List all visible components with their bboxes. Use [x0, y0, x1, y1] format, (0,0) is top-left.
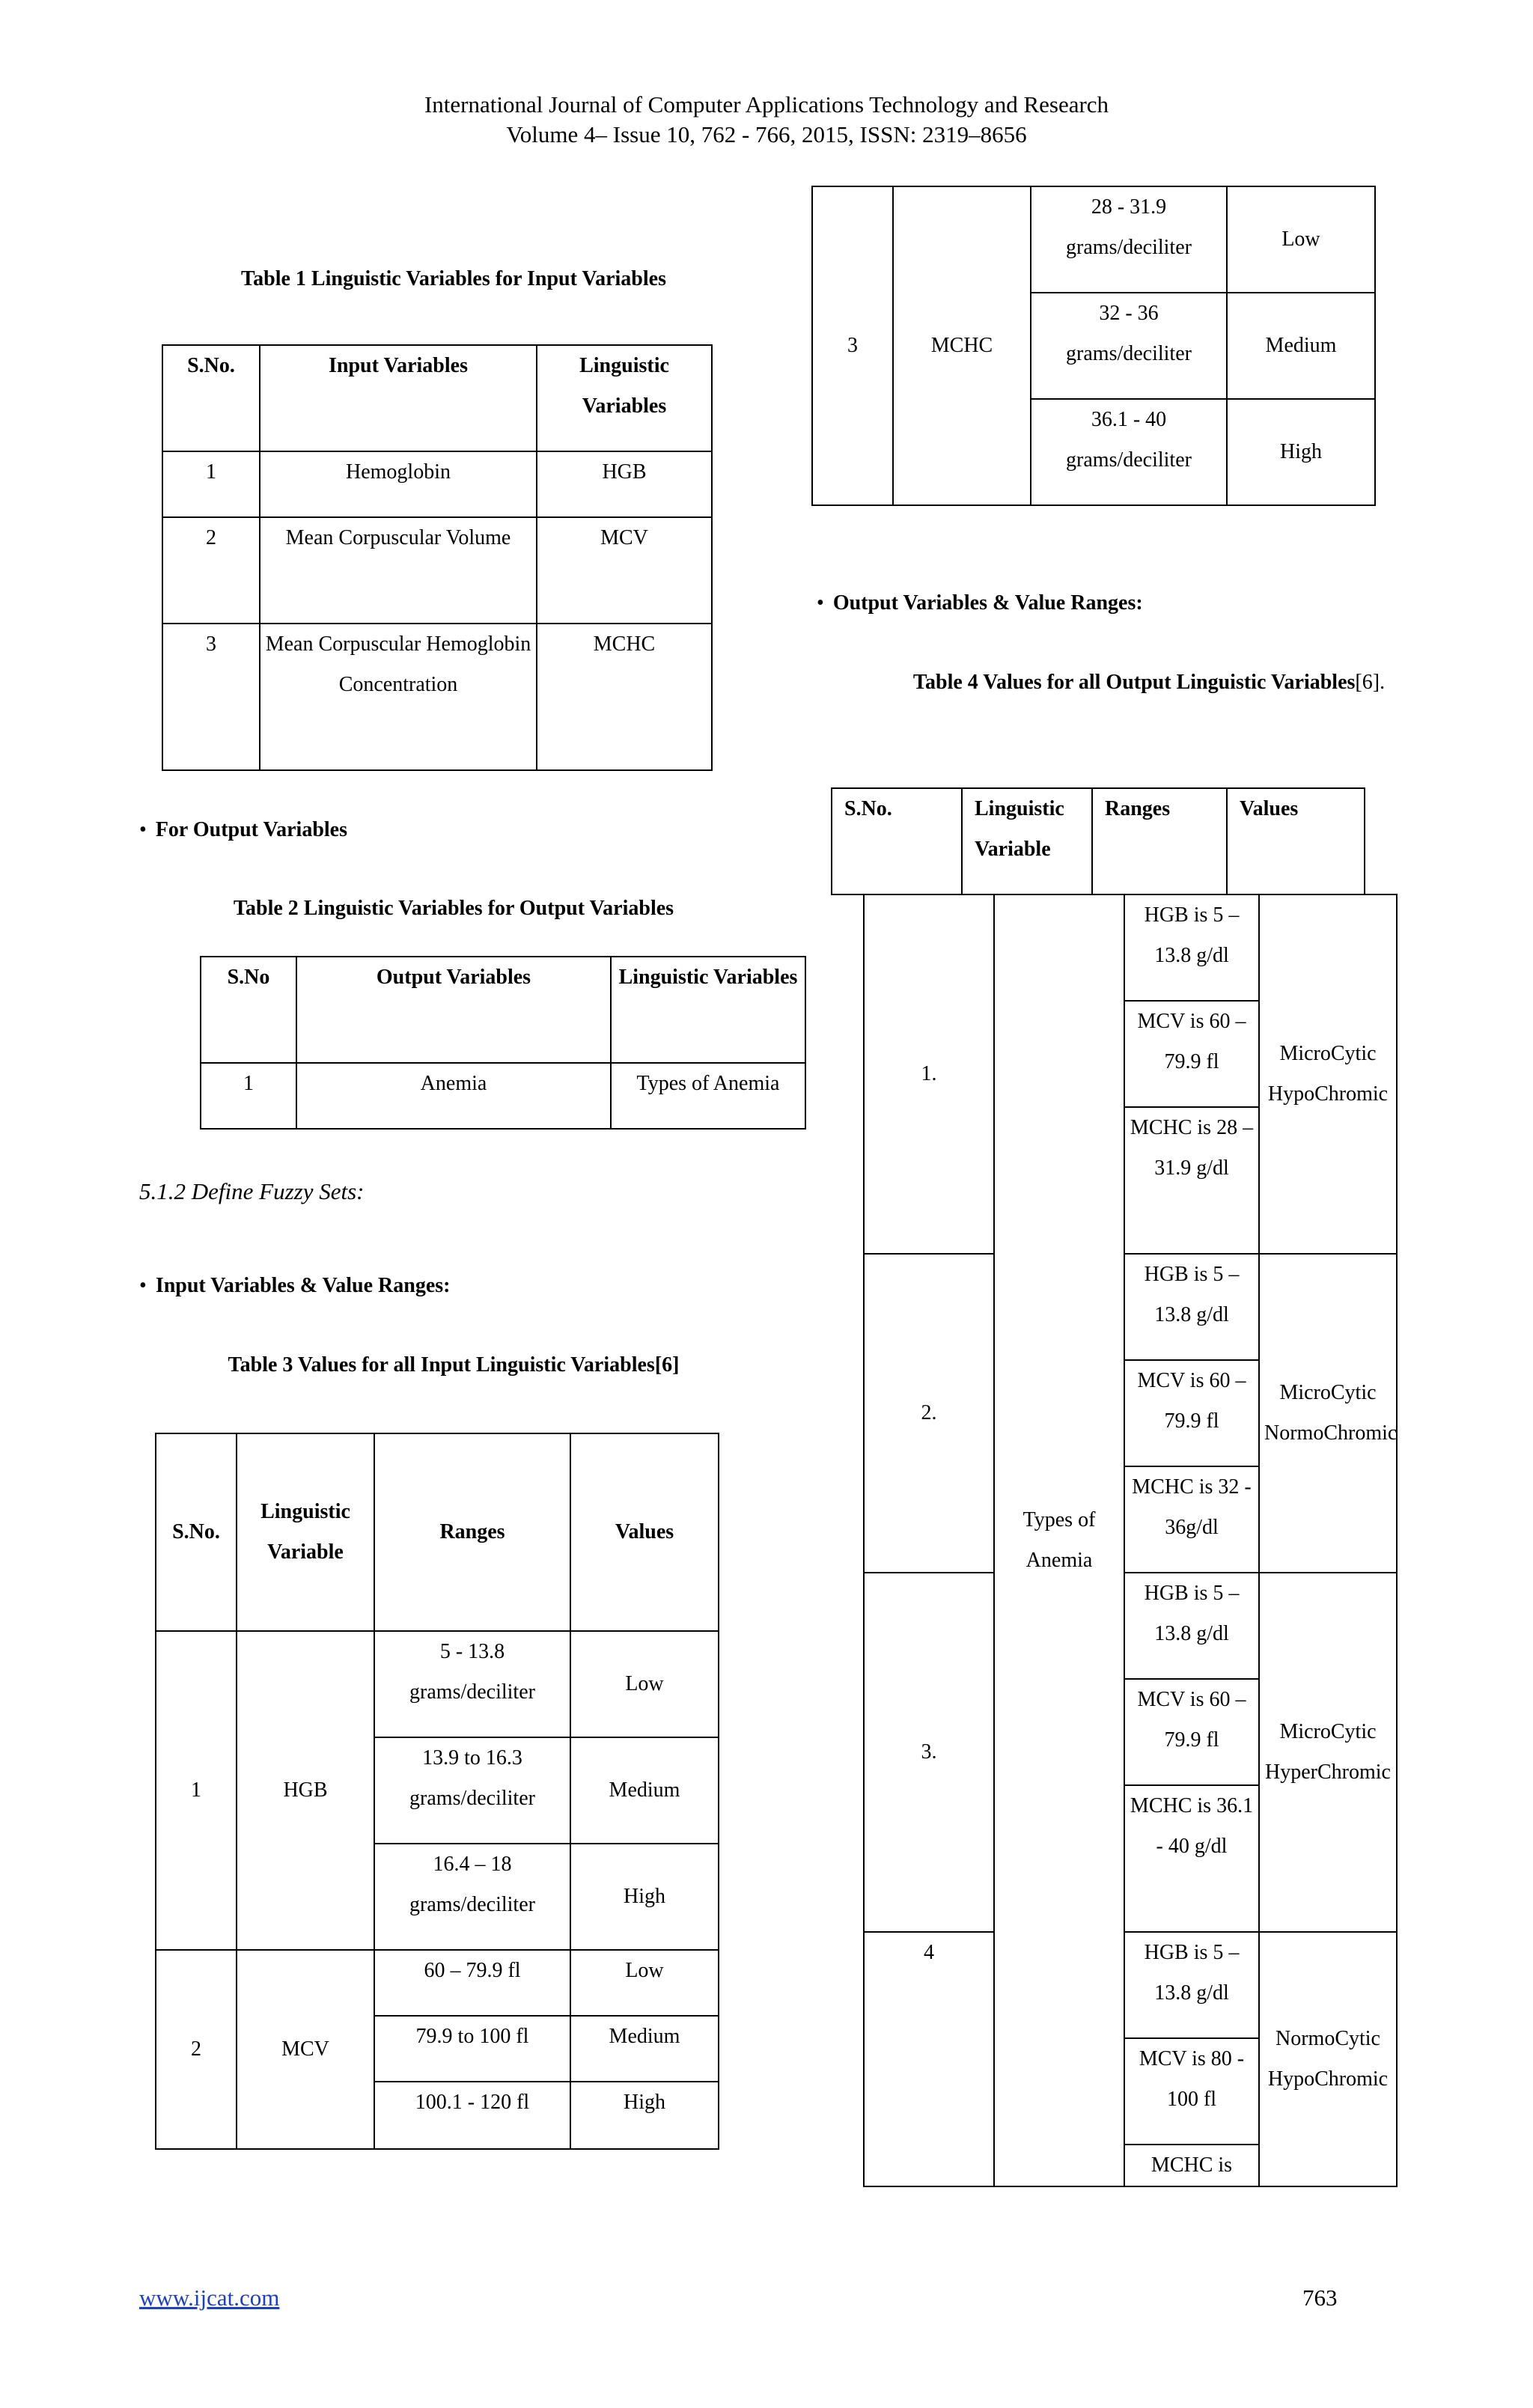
table4-range: MCV is 60 – 79.9 fl	[1124, 1679, 1259, 1785]
table2-cell: 1	[201, 1063, 296, 1129]
table-row	[864, 1573, 1397, 1679]
table4-header-sno: S.No.	[832, 788, 962, 894]
table2-header-output: Output Variables	[296, 957, 611, 1063]
table1-cell: Mean Corpuscular Hemoglobin Concentration	[260, 624, 537, 770]
table-row	[162, 517, 712, 624]
table-row	[156, 1950, 719, 2016]
bullet-output-ranges	[817, 590, 1143, 617]
table2-caption: Table 2 Linguistic Variables for Output Variables	[233, 897, 674, 920]
bullet-icon: •	[817, 591, 824, 615]
table3-value: High	[570, 1844, 719, 1950]
table3-part2	[811, 186, 1376, 506]
table4-caption-ref: [6].	[1355, 671, 1386, 694]
table3-range: 100.1 - 120 fl	[374, 2082, 570, 2149]
table1-cell: HGB	[537, 451, 712, 517]
journal-volume: Volume 4– Issue 10, 762 - 766, 2015, ISSN: 2319–8656	[506, 121, 1027, 147]
table-row	[864, 1932, 1397, 2038]
table3-sno: 2	[156, 1950, 237, 2149]
page-number: 763	[1302, 2284, 1338, 2311]
table3-range: 16.4 – 18 grams/deciliter	[374, 1844, 570, 1950]
table4-header-variable: Linguistic Variable	[962, 788, 1092, 894]
section-heading: 5.1.2 Define Fuzzy Sets:	[139, 1178, 365, 1204]
table3-part1	[155, 1433, 719, 2150]
bullet-text: Input Variables & Value Ranges:	[155, 1274, 451, 1297]
table1-caption: Table 1 Linguistic Variables for Input Variables	[241, 267, 666, 290]
table1	[162, 344, 713, 771]
bullet-input-ranges	[139, 1272, 450, 1299]
table2-cell: Types of Anemia	[611, 1063, 805, 1129]
table1-header-sno: S.No.	[162, 345, 260, 451]
table4-range: MCHC is 36.1 - 40 g/dl	[1124, 1785, 1259, 1932]
table4-range: MCHC is 28 – 31.9 g/dl	[1124, 1107, 1259, 1254]
table-row	[864, 1254, 1397, 1360]
table3-range: 5 - 13.8 grams/deciliter	[374, 1631, 570, 1737]
table2-cell: Anemia	[296, 1063, 611, 1129]
bullet-icon: •	[139, 1274, 147, 1297]
table4-range: HGB is 5 – 13.8 g/dl	[1124, 1254, 1259, 1360]
table3-value: High	[570, 2082, 719, 2149]
table3-range: 32 - 36 grams/deciliter	[1031, 293, 1227, 399]
table4-range: HGB is 5 – 13.8 g/dl	[1124, 1932, 1259, 2038]
bullet-text: For Output Variables	[155, 818, 348, 841]
table3-variable: MCV	[237, 1950, 374, 2149]
table4-range: MCV is 80 - 100 fl	[1124, 2038, 1259, 2145]
table4-range: HGB is 5 – 13.8 g/dl	[1124, 1573, 1259, 1679]
table4-sno: 4	[864, 1932, 994, 2186]
table4-range: MCHC is	[1124, 2145, 1259, 2186]
table4-range: HGB is 5 – 13.8 g/dl	[1124, 894, 1259, 1001]
table3-range: 13.9 to 16.3 grams/deciliter	[374, 1737, 570, 1844]
bullet-output-variables	[139, 817, 347, 844]
table4-range: MCV is 60 – 79.9 fl	[1124, 1360, 1259, 1466]
table4-caption	[876, 663, 1422, 702]
table4-variable: Types of Anemia	[994, 894, 1124, 2186]
table3-caption: Table 3 Values for all Input Linguistic Variables[6]	[228, 1353, 680, 1377]
table1-cell: MCHC	[537, 624, 712, 770]
table3-range: 28 - 31.9 grams/deciliter	[1031, 186, 1227, 293]
table2	[200, 956, 806, 1130]
table1-cell: Hemoglobin	[260, 451, 537, 517]
table3-value: Medium	[570, 2016, 719, 2082]
table3-range: 60 – 79.9 fl	[374, 1950, 570, 2016]
table1-header-linguistic: Linguistic Variables	[537, 345, 712, 451]
table4-sno: 3.	[864, 1573, 994, 1932]
table3-header-sno: S.No.	[156, 1433, 237, 1631]
table1-cell: 1	[162, 451, 260, 517]
table-row	[201, 1063, 805, 1129]
table4-header-values: Values	[1227, 788, 1365, 894]
table1-header-input: Input Variables	[260, 345, 537, 451]
journal-title: International Journal of Computer Applications Technology and Research	[424, 91, 1109, 118]
table3-variable: MCHC	[893, 186, 1031, 505]
table4-value: MicroCytic HypoChromic	[1259, 894, 1397, 1254]
table1-cell: MCV	[537, 517, 712, 624]
table1-cell: 3	[162, 624, 260, 770]
table3-value: Medium	[570, 1737, 719, 1844]
table3-value: Low	[570, 1950, 719, 2016]
table-row	[812, 186, 1375, 293]
table2-header-linguistic: Linguistic Variables	[611, 957, 805, 1063]
table4-range: MCV is 60 – 79.9 fl	[1124, 1001, 1259, 1107]
table3-value: High	[1227, 399, 1375, 505]
table4-sno: 1.	[864, 894, 994, 1254]
table3-sno: 1	[156, 1631, 237, 1950]
table3-variable: HGB	[237, 1631, 374, 1950]
table4-value: NormoCytic HypoChromic	[1259, 1932, 1397, 2186]
bullet-icon: •	[139, 818, 147, 841]
table3-header-ranges: Ranges	[374, 1433, 570, 1631]
table3-sno: 3	[812, 186, 893, 505]
table1-cell: Mean Corpuscular Volume	[260, 517, 537, 624]
table4-header	[831, 787, 1365, 895]
table-row	[156, 1631, 719, 1737]
table3-value: Low	[570, 1631, 719, 1737]
table4-value: MicroCytic NormoChromic	[1259, 1254, 1397, 1573]
table3-value: Low	[1227, 186, 1375, 293]
footer-link[interactable]: www.ijcat.com	[139, 2284, 280, 2311]
table4-header-ranges: Ranges	[1092, 788, 1227, 894]
table4-sno: 2.	[864, 1254, 994, 1573]
table4-body	[863, 894, 1398, 2187]
table2-header-sno: S.No	[201, 957, 296, 1063]
table3-header-variable: Linguistic Variable	[237, 1433, 374, 1631]
table3-range: 36.1 - 40 grams/deciliter	[1031, 399, 1227, 505]
table4-value: MicroCytic HyperChromic	[1259, 1573, 1397, 1932]
table-row	[864, 894, 1397, 1001]
table3-value: Medium	[1227, 293, 1375, 399]
table4-caption-text: Table 4 Values for all Output Linguistic Variables	[912, 671, 1356, 694]
bullet-text: Output Variables & Value Ranges:	[832, 591, 1143, 615]
table1-cell: 2	[162, 517, 260, 624]
table3-range: 79.9 to 100 fl	[374, 2016, 570, 2082]
table-row	[162, 624, 712, 770]
table4-range: MCHC is 32 - 36g/dl	[1124, 1466, 1259, 1573]
table-row	[162, 451, 712, 517]
table3-header-values: Values	[570, 1433, 719, 1631]
